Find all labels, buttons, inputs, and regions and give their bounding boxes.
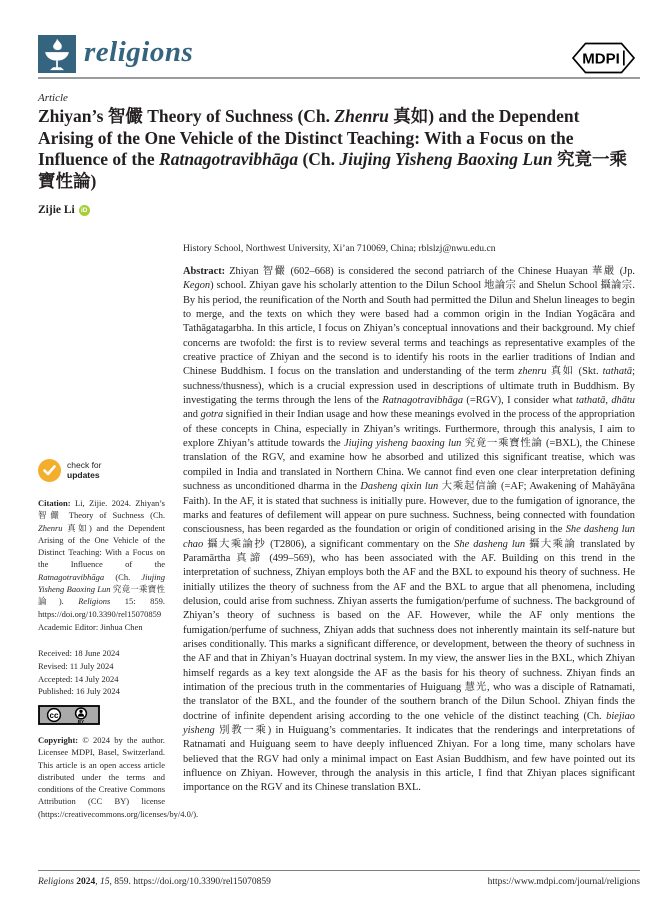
- doi-link[interactable]: https://doi.org/10.3390/rel15070859: [133, 877, 271, 887]
- check-for-updates-badge[interactable]: [38, 459, 102, 482]
- footer-divider: [38, 870, 640, 871]
- cc-by-license-badge[interactable]: [38, 705, 100, 730]
- author-name: Zijie Li: [38, 204, 75, 216]
- article-dates: [38, 647, 165, 698]
- email-link[interactable]: rblslzj@nwu.edu.cn: [418, 243, 496, 254]
- checkmark-circle-icon: [38, 459, 61, 482]
- orcid-icon[interactable]: iD: [79, 205, 90, 216]
- doi-link[interactable]: https://doi.org/10.3390/rel15070859: [38, 608, 162, 619]
- journal-url-link[interactable]: https://www.mdpi.com/journal/religions: [487, 877, 640, 887]
- mdpi-text: MDPI: [582, 50, 620, 68]
- academic-editor: Academic Editor: Jinhua Chen: [38, 622, 143, 632]
- svg-text:cc: cc: [49, 710, 59, 720]
- journal-logo[interactable]: [38, 35, 76, 73]
- copyright-notice: Copyright: © 2024 by the author. Licensee MDPI, Basel, Switzerland. This article is an open access article distributed under the terms and conditions of the Creative Commons Attribution (CC BY) license (https://creativecommons.org/licenses/by/4.0/).: [38, 735, 199, 819]
- accepted-date: Accepted: 14 July 2024: [38, 673, 119, 684]
- received-date: Received: 18 June 2024: [38, 648, 120, 658]
- abstract: Abstract: Zhiyan 智儼 (602–668) is considered the second patriarch of the Chinese Huayan 華嚴 (Jp. Kegon) school. Zhiyan gave his scholarly attention to the Dilun School 地論宗 and Shelun School 攝論宗. By his period, the reunification of the North and South had permitted the Dilun and Shelun lineages to begin to merge, and the texts on which they were based had a common origin in the Indian Yogācāra and Tathāgatagarbha. In this article, I focus on Zhiyan’s conceptual innovations and their background. My chief concerns are twofold: the first is to review several terms and teachings as representative examples of the creative practice of Zhiyan and the second is to identify his roots in the earlier traditions of Indian and Chinese Buddhism. I focus on the translation and understanding of the term zhenru 真如 (Skt. tathatā; suchness/thusness), which is a crucial expression used in descriptions of ultimate truth in Buddhism. By investigating the terms through the lens of the Ratnagotravibhāga (=RGV), I consider what tathatā, dhātu and gotra signified in their Indian usage and how these meanings evolved in the process of the appropriation of these concepts in China, especially in Zhiyan’s writings. Furthermore, through this analysis, I aim to explore Zhiyan’s attitude towards the Jiujing yisheng baoxing lun 究竟一乘寶性論 (=BXL), the Chinese translation of the RGV, and examine how he absorbed and utilized this significant treatise, which was compiled in India and translated in Northern China. We cannot find even one clear interpretation defining suchness as unconditioned dharma in the Dasheng qixin lun 大乘起信論 (=AF; Awakening of Mahāyāna Faith). In the AF, it is stated that suchness is initially pure. However, due to the fumigation of ignorance, the marks and features of defilement will appear on pure suchness. Suchness, being connected with foundation consciousness, has been regarded as the foundation or origin of conditioned arising in the She dasheng lun chao 攝大乘論抄 (T2806), a significant commentary on the She dasheng lun 攝大乘論 translated by Paramārtha 真諦 (499–569), who has been associated with the AF. Building on this trend in the interpretation of suchness, Zhiyan employs both the AF and the BXL to expound his theory of suchness. He initially utilizes the theory of suchness from the AF and the BXL to argue that all phenomena, including delusion, could arise from suchness. Zhiyan asserts the fumigation/perfume of suchness. The background of Zhiyan’s theory of suchness is based on the AF. However, while the AF only mentions the fumigation/perfume of suchness, Zhiyan adds that suchness does not inherently maintain its self-nature but arises conditionally. This marks a significant difference, or development, between the theory of suchness in the AF and that in Zhiyan’s Huayan doctrinal system. In my view, the answer lies in the BXL, which Zhiyan himself regards as a key text alongside the AF as the basis for his theory of suchness. Zhiyan finds an intimation of the precious truth in the commentaries of Huiguang 慧光, who was a disciple of Ratnamati, the translator of the BXL, and the founder of the southern branch of the Dilun School. Zhiyan finds the doctrine of infinite dependent arising according to the one vehicle of the distinct teaching (Ch. biejiao yisheng 別教一乘) in Huiguang’s commentaries. It indicates that the renderings and interpretations of Ratnamati and Huiguang seem to have deeply influenced Zhiyan. For a long time, many scholars have believed that the RGV had only a minimal impact on East Asian Buddhism, and few have pointed out its influence on Zhiyan. However, through the analysis in this article, I find that Zhiyan places significant importance on the RGV and its Chinese translation BXL.: [183, 266, 636, 794]
- page-title: Zhiyan’s 智儼 Theory of Suchness (Ch. Zhenru 真如) and the Dependent Arising of the One Vehicle of the Distinct Teaching: With a Focus on the Influence of the Ratnagotravibhāga (Ch. Jiujing Yisheng Baoxing Lun 究竟一乘寶性論): [38, 106, 627, 191]
- check-for-updates-label: check for updates: [67, 460, 102, 480]
- cc-by-icon: [38, 712, 100, 729]
- chalice-flame-icon: [38, 60, 76, 77]
- header-divider: [38, 77, 640, 79]
- footer-citation: Religions 2024, 15, 859. https://doi.org/10.3390/rel15070859: [38, 877, 271, 887]
- published-date: Published: 16 July 2024: [38, 686, 120, 697]
- license-link[interactable]: https://creativecommons.org/licenses/by/4.0/: [40, 808, 194, 819]
- svg-text:BY: BY: [77, 719, 85, 724]
- affiliation: History School, Northwest University, Xi’an 710069, China; rblslzj@nwu.edu.cn: [183, 243, 496, 254]
- article-type-label: Article: [38, 92, 68, 104]
- author-row: [38, 204, 90, 216]
- revised-date: Revised: 11 July 2024: [38, 660, 114, 671]
- citation-block: Citation: Li, Zijie. 2024. Zhiyan’s 智儼 Theory of Suchness (Ch. Zhenru 真如) and the Dependent Arising of the One Vehicle of the Distinct Teaching: With a Focus on the Influence of the Ratnagotravibhāga (Ch. Jiujing Yisheng Baoxing Lun 究竟一乘寶性論). Religions 15: 859. https://doi.org/10.3390/rel15070859: [38, 498, 165, 619]
- journal-name: religions: [84, 36, 194, 68]
- mdpi-logo[interactable]: [570, 40, 637, 81]
